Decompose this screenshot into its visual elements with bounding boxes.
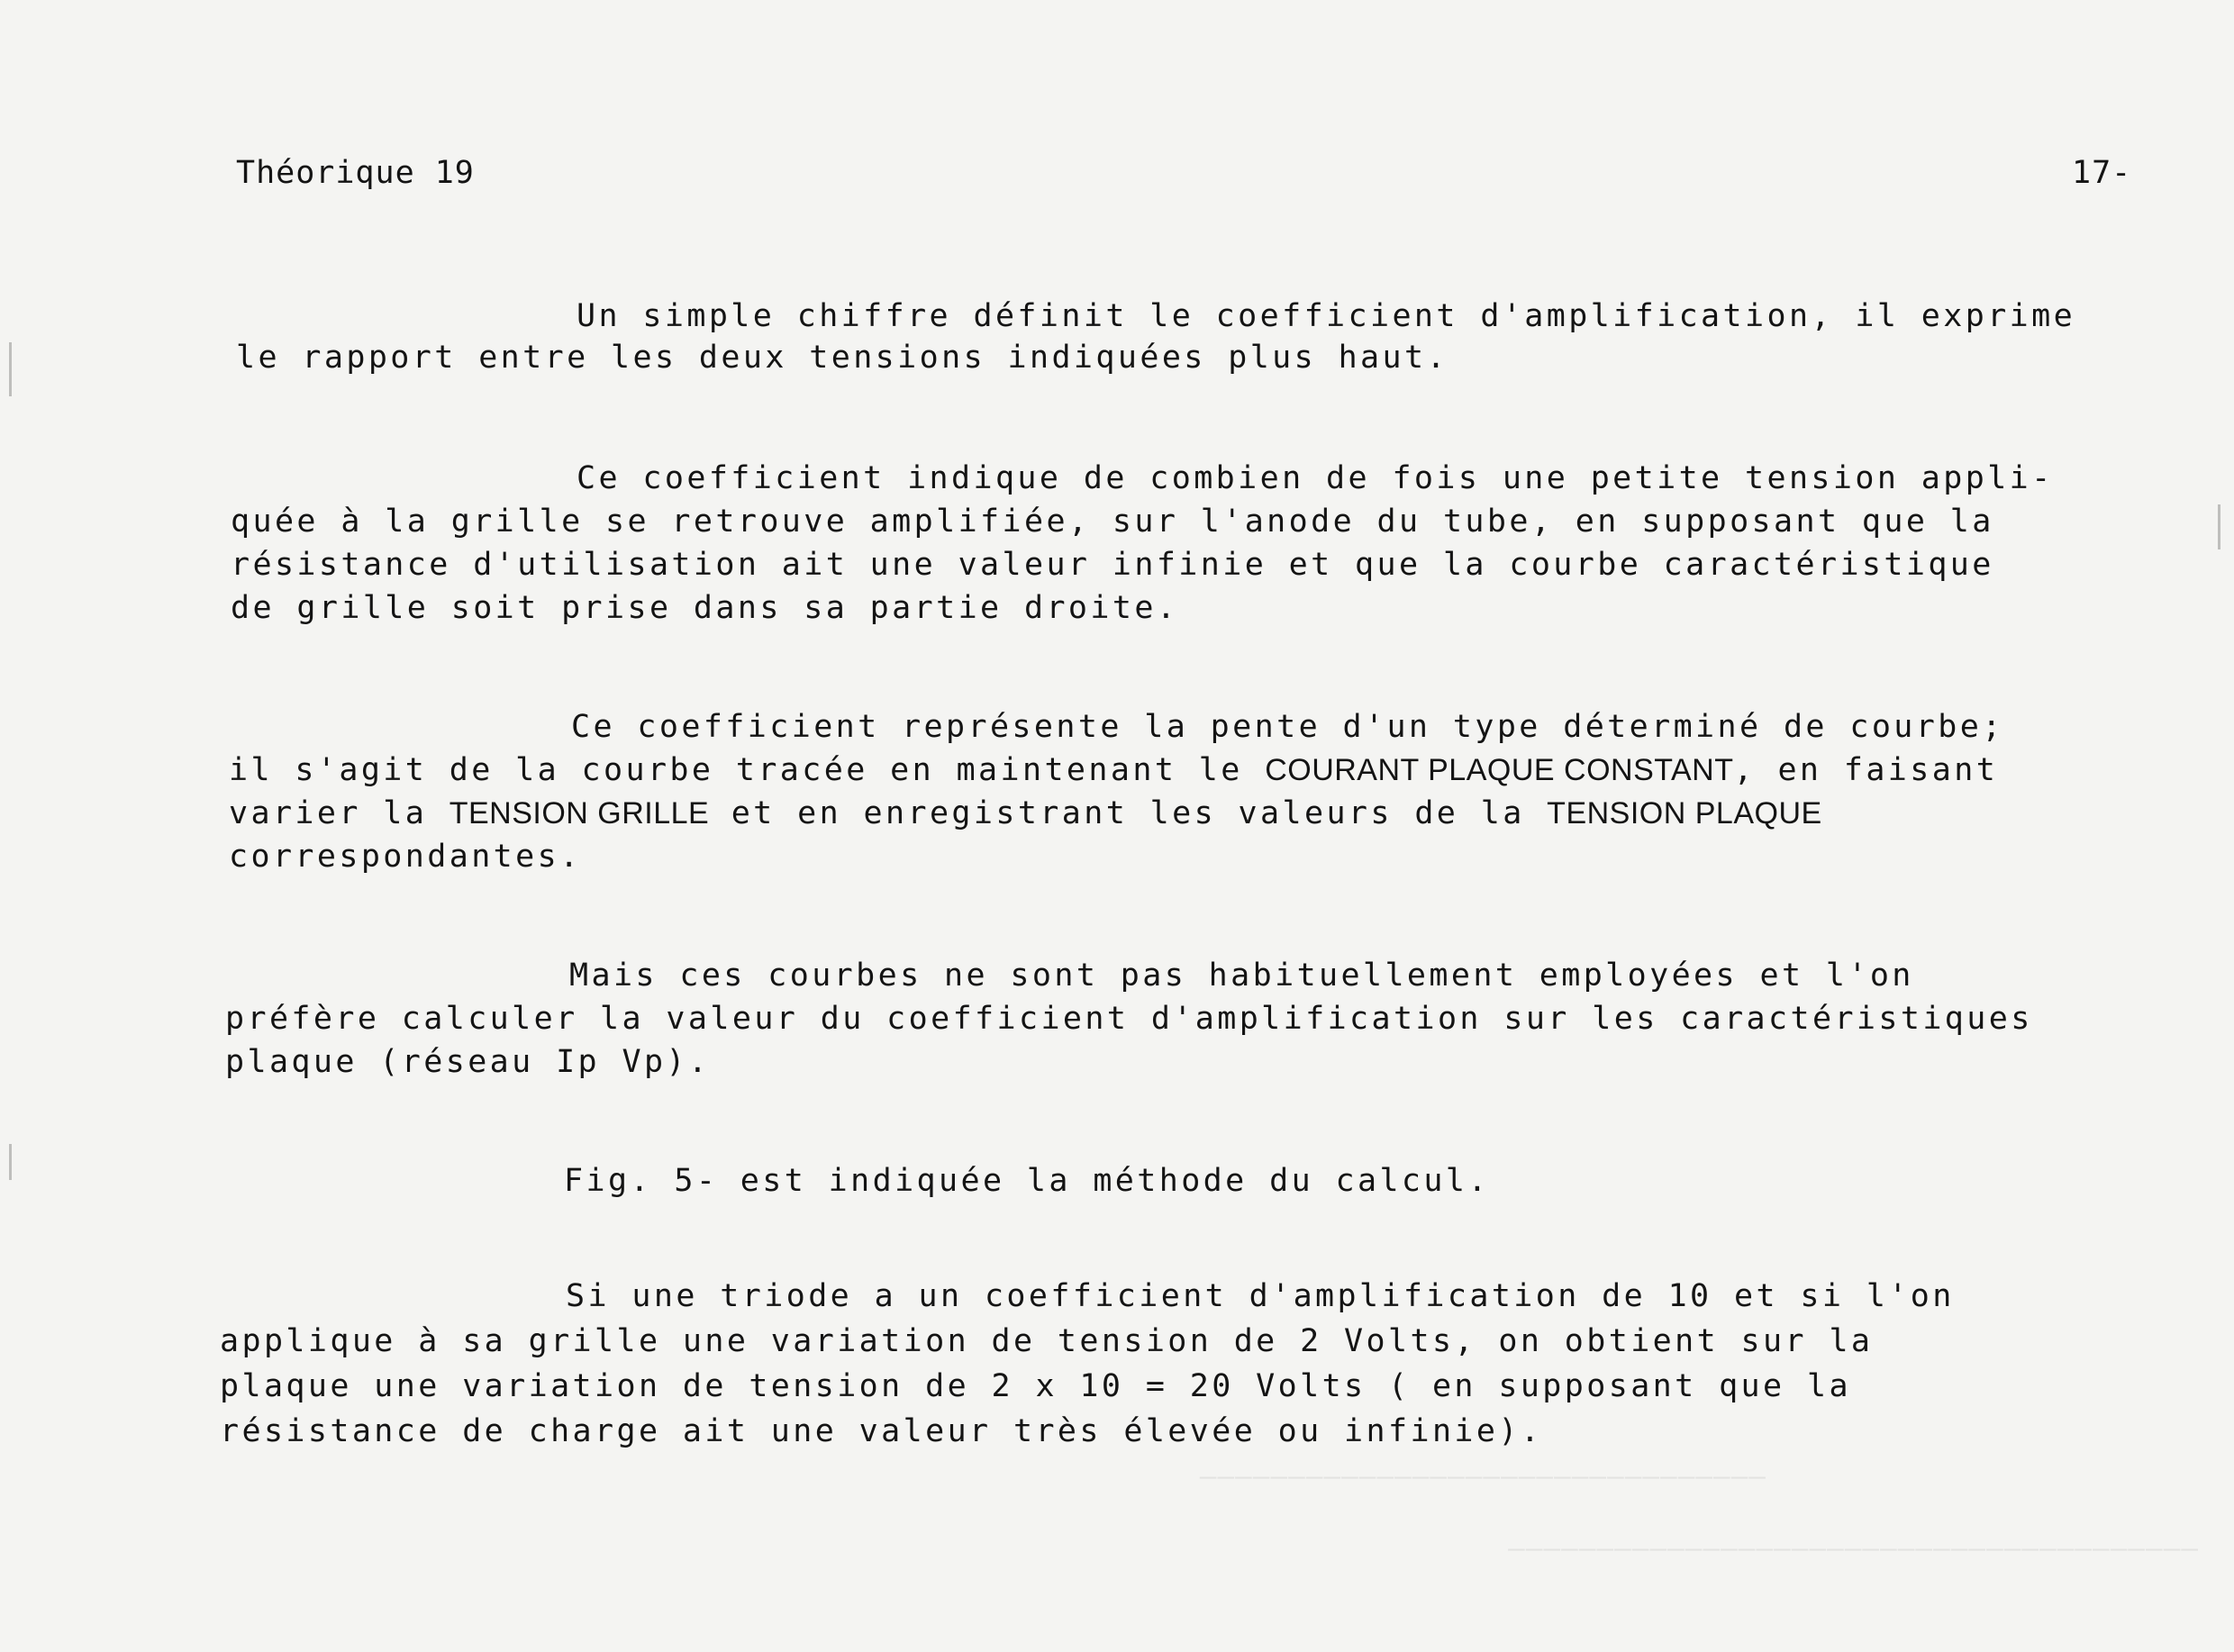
paragraph-4-line-1: Mais ces courbes ne sont pas habituellement employées et l'on bbox=[569, 958, 1914, 994]
paragraph-6-line-4: résistance de charge ait une valeur très élevée ou infinie). bbox=[220, 1413, 1543, 1449]
text-run: , en faisant bbox=[1733, 752, 1999, 788]
show-through-text: ——————————————————————————————————————— bbox=[1507, 1535, 2198, 1567]
paragraph-4-line-3: plaque (réseau Ip Vp). bbox=[225, 1044, 711, 1080]
paragraph-3-line-3 bbox=[229, 794, 1822, 832]
paragraph-2-line-2: quée à la grille se retrouve amplifiée, sur l'anode du tube, en supposant que la bbox=[231, 504, 1994, 540]
paragraph-2-line-4: de grille soit prise dans sa partie droite. bbox=[231, 590, 1179, 626]
paragraph-2-line-1: Ce coefficient indique de combien de fois une petite tension appli- bbox=[577, 460, 2054, 496]
show-through-text: ———————————————————————————————— bbox=[1198, 1463, 1766, 1495]
text-run: et en enregistrant les valeurs de la bbox=[709, 795, 1548, 831]
text-run: il s'agit de la courbe tracée en maintenant le bbox=[229, 752, 1266, 788]
paragraph-3-line-2 bbox=[229, 751, 1998, 789]
paragraph-6-line-2: applique à sa grille une variation de tension de 2 Volts, on obtient sur la bbox=[220, 1323, 1874, 1359]
margin-mark bbox=[9, 1144, 12, 1180]
emphasis-tension-grille: TENSION GRILLE bbox=[449, 796, 710, 831]
paragraph-6-line-3: plaque une variation de tension de 2 x 10 = 20 Volts ( en supposant que la bbox=[220, 1368, 1851, 1404]
paragraph-3-line-4: correspondantes. bbox=[229, 839, 582, 875]
paragraph-2-line-3: résistance d'utilisation ait une valeur infinie et que la courbe caractéristique bbox=[231, 547, 1994, 583]
paragraph-6-line-1: Si une triode a un coefficient d'amplification de 10 et si l'on bbox=[566, 1278, 1955, 1314]
text-run: varier la bbox=[229, 795, 450, 831]
paragraph-5-line-1: Fig. 5- est indiquée la méthode du calcul. bbox=[564, 1163, 1490, 1199]
page-number: 17- bbox=[2072, 155, 2132, 191]
paragraph-1-line-2: le rapport entre les deux tensions indiquées plus haut. bbox=[236, 340, 1448, 376]
paragraph-1-line-1: Un simple chiffre définit le coefficient d'amplification, il exprime bbox=[577, 298, 2076, 334]
emphasis-courant-plaque-constant: COURANT PLAQUE CONSTANT bbox=[1265, 753, 1734, 787]
paragraph-4-line-2: préfère calculer la valeur du coefficient d'amplification sur les caractéristiques bbox=[225, 1001, 2033, 1037]
emphasis-tension-plaque: TENSION PLAQUE bbox=[1547, 796, 1822, 831]
margin-mark bbox=[2218, 504, 2220, 549]
paragraph-3-line-1: Ce coefficient représente la pente d'un type déterminé de courbe; bbox=[571, 709, 2004, 745]
margin-mark bbox=[9, 342, 12, 396]
running-header: Théorique 19 bbox=[236, 155, 475, 191]
